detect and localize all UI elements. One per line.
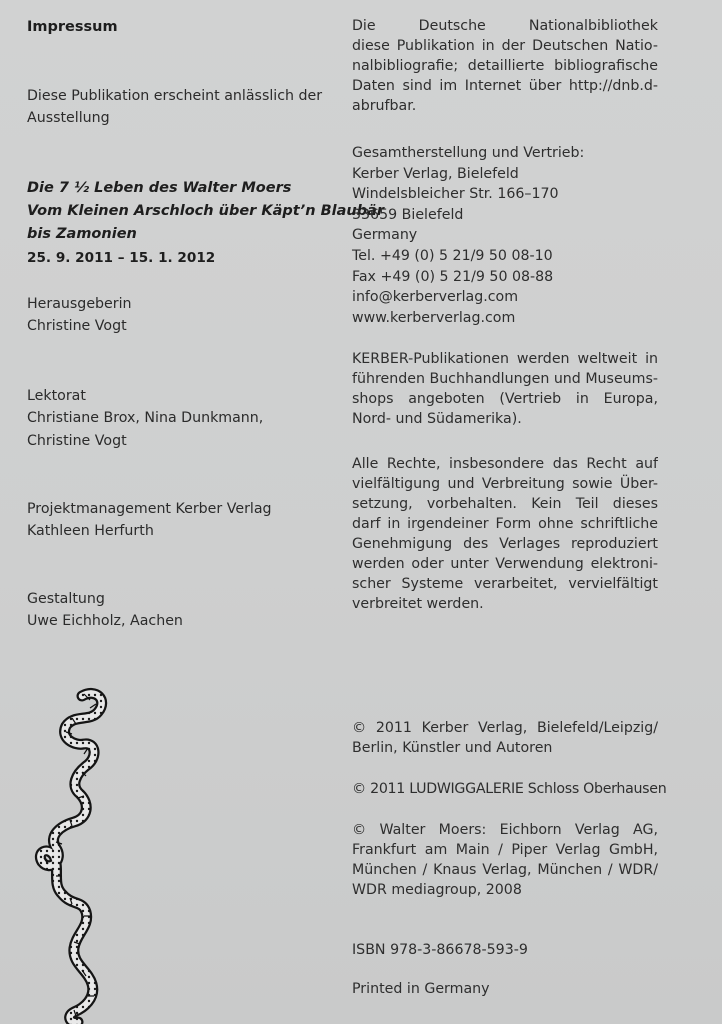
imprint-heading: Impressum bbox=[27, 19, 118, 35]
editing-label: Lektorat bbox=[27, 388, 86, 404]
rights-notice: Alle Rechte, insbesondere das Recht auf vielfältigung und Verbreitung sowie Über- setzung, vorbehalten. Kein Teil dieses darf in irgendeiner Form ohne schriftliche Genehmigung des Verlages reproduziert werden oder unter Verwendung elektroni- scher Systeme verarbeitet, vervielfältigt verbreitet werden. bbox=[352, 456, 658, 612]
isbn-line bbox=[352, 940, 658, 960]
isbn-label: ISBN bbox=[352, 942, 386, 958]
design-name: Uwe Eichholz, Aachen bbox=[27, 613, 183, 630]
copyright-kerber: © 2011 Kerber Verlag, Bielefeld/Leipzig/ Berlin, Künstler und Autoren bbox=[352, 720, 658, 756]
dnb-notice: Die Deutsche Nationalbibliothek diese Publikation in der Deutschen Natio- nalbibliografie; detaillierte bibliografische Daten sind im Internet über http://dnb.d- abrufbar. bbox=[352, 18, 658, 114]
exhibition-dates: 25. 9. 2011 – 15. 1. 2012 bbox=[27, 249, 216, 266]
production-address: Gesamtherstellung und Vertrieb: Kerber Verlag, Bielefeld Windelsbleicher Str. 166–170 33659 Bielefeld Germany Tel. +49 (0) 5 21/9 50 08-10 Fax +49 (0) 5 21/9 50 08-88 info@kerberverlag.com www.kerberverlag.com bbox=[352, 143, 658, 328]
printed-in: Printed in Germany bbox=[352, 981, 490, 997]
project-management-credit bbox=[27, 498, 332, 543]
fax-number: Fax +49 (0) 5 21/9 50 08-88 bbox=[352, 268, 554, 285]
intro-text: Diese Publikation erscheint anlässlich der Ausstellung bbox=[27, 88, 323, 127]
email-address: info@kerberverlag.com bbox=[352, 289, 519, 306]
project-management-name: Kathleen Herfurth bbox=[27, 523, 154, 540]
exhibition-info bbox=[27, 177, 385, 270]
editor-label: Herausgeberin bbox=[27, 296, 132, 312]
isbn-number: 978-3-86678-593-9 bbox=[390, 942, 528, 958]
design-label: Gestaltung bbox=[27, 591, 105, 607]
copyright-ludwiggalerie: © 2011 LUDWIGGALERIE Schloss Oberhausen bbox=[352, 781, 667, 797]
website-address: www.kerberverlag.com bbox=[352, 309, 516, 326]
phone-number: Tel. +49 (0) 5 21/9 50 08-10 bbox=[352, 247, 553, 264]
exhibition-subtitle: Vom Kleinen Arschloch über Käpt’n Blaubär bbox=[27, 203, 385, 220]
editor-name: Christine Vogt bbox=[27, 318, 127, 335]
exhibition-title: Die 7 ½ Leben des Walter Moers bbox=[27, 180, 292, 196]
exhibition-subtitle-cont: bis Zamonien bbox=[27, 226, 137, 243]
project-management-label: Projektmanagement Kerber Verlag bbox=[27, 501, 272, 517]
serpent-ribbon-illustration bbox=[26, 686, 120, 1024]
editor-credit bbox=[27, 293, 332, 338]
distribution-notice: KERBER-Publikationen werden weltweit in führenden Buchhandlungen und Museums- shops angeboten (Vertrieb in Europa, Nord- und Südamerika). bbox=[352, 351, 658, 427]
copyright-moers: © Walter Moers: Eichborn Verlag AG, Frankfurt am Main / Piper Verlag GmbH, München / Knaus Verlag, München / WDR/ WDR mediagroup, 2008 bbox=[352, 822, 658, 898]
editing-name: Christine Vogt bbox=[27, 432, 127, 449]
editing-credit bbox=[27, 385, 332, 452]
editing-name: Christiane Brox, Nina Dunkmann, bbox=[27, 410, 264, 427]
design-credit bbox=[27, 588, 332, 633]
